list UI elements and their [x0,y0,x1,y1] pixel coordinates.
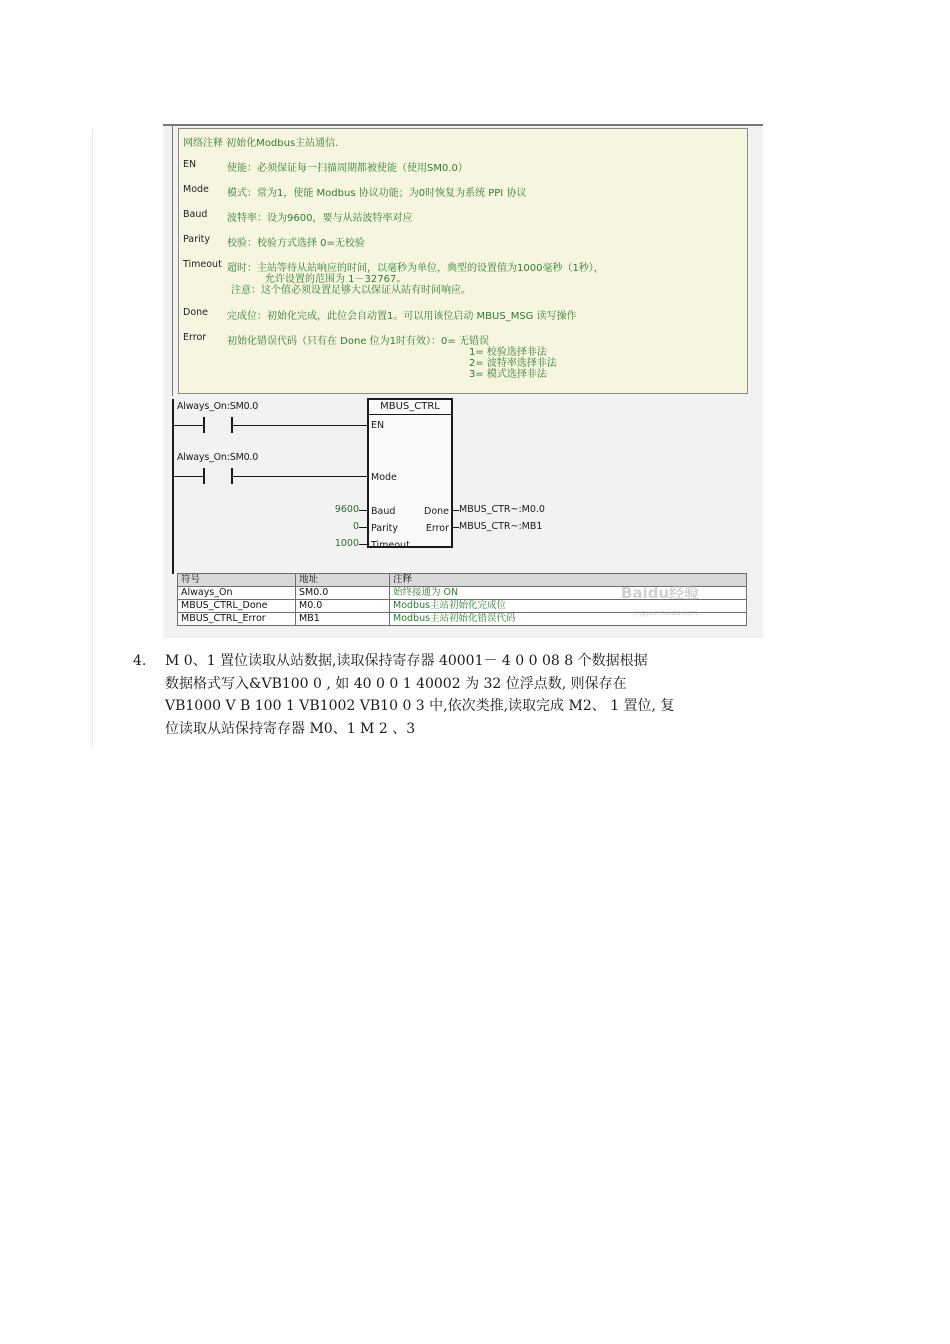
contact-label: Always_On:SM0.0 [177,401,259,412]
pin-stub [359,544,367,545]
rung-wire [173,425,203,426]
comment-text: 校验：校验方式选择 0=无校验 [227,238,365,249]
left-rule [172,126,173,396]
paragraph-line: 位读取从站保持寄存器 M0、1 M 2 、3 [165,720,416,737]
comment-key: Error [183,332,207,343]
cell-symbol: MBUS_CTRL_Error [178,613,296,626]
comment-text: 波特率：设为9600，要与从站波特率对应 [227,213,413,224]
cell-comment: Modbus主站初始化完成位 [390,600,747,613]
cell-comment: Modbus主站初始化错误代码 [390,613,747,626]
pin-error: Error [425,523,449,534]
contact-label: Always_On:SM0.0 [177,452,259,463]
block-title: MBUS_CTRL [380,401,440,412]
header-symbol: 符号 [178,574,296,587]
parity-value: 0 [352,521,359,532]
block-title-divider [369,414,451,415]
cell-address: SM0.0 [296,587,390,600]
comment-text: 2= 波特率选择非法 [469,358,557,369]
plc-screenshot [163,124,763,638]
comment-key: Parity [183,234,211,245]
comment-text: 模式：常为1，使能 Modbus 协议功能；为0时恢复为系统 PPI 协议 [227,188,527,199]
comment-key: Mode [183,184,209,195]
network-comment [178,128,748,394]
comment-text: 3= 模式选择非法 [469,369,547,380]
comment-text: 超时：主站等待从站响应的时间，以毫秒为单位，典型的设置值为1000毫秒（1秒）， [227,263,604,274]
error-output: MBUS_CTR~:MB1 [459,521,543,532]
done-output: MBUS_CTR~:M0.0 [459,504,545,515]
comment-key: Done [183,307,208,318]
comment-text: 使能：必须保证每一扫描周期都被使能（使用SM0.0） [227,163,468,174]
pin-stub [359,510,367,511]
comment-text: 1= 校验选择非法 [469,347,547,358]
cell-comment: 始终接通为 ON [390,587,747,600]
comment-key: Baud [183,209,208,220]
pin-parity: Parity [371,523,399,534]
pin-en: EN [371,420,385,431]
timeout-value: 1000 [334,538,359,549]
header-address: 地址 [296,574,390,587]
page-margin-guide [92,128,93,748]
cell-symbol: Always_On [178,587,296,600]
comment-text: 注意：这个值必须设置足够大以保证从站有时间响应。 [231,285,471,296]
comment-title [183,134,338,149]
contact-bar [203,417,205,433]
paragraph-line: M 0、1 置位读取从站数据,读取保持寄存器 40001－ 4 0 0 08 8 个数据根据 [165,653,648,669]
rung-wire [233,425,367,426]
pin-timeout: Timeout [371,540,410,551]
comment-text: 允许设置的范围为 1－32767。 [265,274,407,285]
comment-text: 完成位：初始化完成，此位会自动置1。可以用该位启动 MBUS_MSG 读写操作 [227,311,577,322]
baud-value: 9600 [334,504,359,515]
pin-baud: Baud [371,506,396,517]
pin-mode: Mode [371,472,397,483]
comment-text: 初始化错误代码（只有在 Done 位为1时有效）：0= 无错误 [227,336,489,347]
baidu-watermark-url: jingyan.baidu.com [633,609,698,617]
baidu-watermark: Baidu经验 [621,584,700,602]
cell-address: M0.0 [296,600,390,613]
top-border [163,124,763,126]
comment-key: EN [183,159,197,170]
cell-symbol: MBUS_CTRL_Done [178,600,296,613]
comment-key: Timeout [183,259,222,270]
contact-bar [203,468,205,484]
comment-title-text: 网络注释 初始化Modbus主站通信. [183,138,339,149]
pin-done: Done [424,506,449,517]
rung-wire [233,476,367,477]
cell-address: MB1 [296,613,390,626]
list-number: 4. [133,653,147,669]
pin-stub [359,527,367,528]
paragraph-line: 数据格式写入&VB100 0 , 如 40 0 0 1 40002 为 32 位浮点数, 则保存在 [165,675,627,692]
header-comment: 注释 [390,574,747,587]
mbus-ctrl-block [367,398,453,551]
paragraph-line: VB1000 V B 100 1 VB1002 VB10 0 3 中,依次类推,读取完成 M2、 1 置位, 复 [165,698,675,714]
rung-wire [173,476,203,477]
